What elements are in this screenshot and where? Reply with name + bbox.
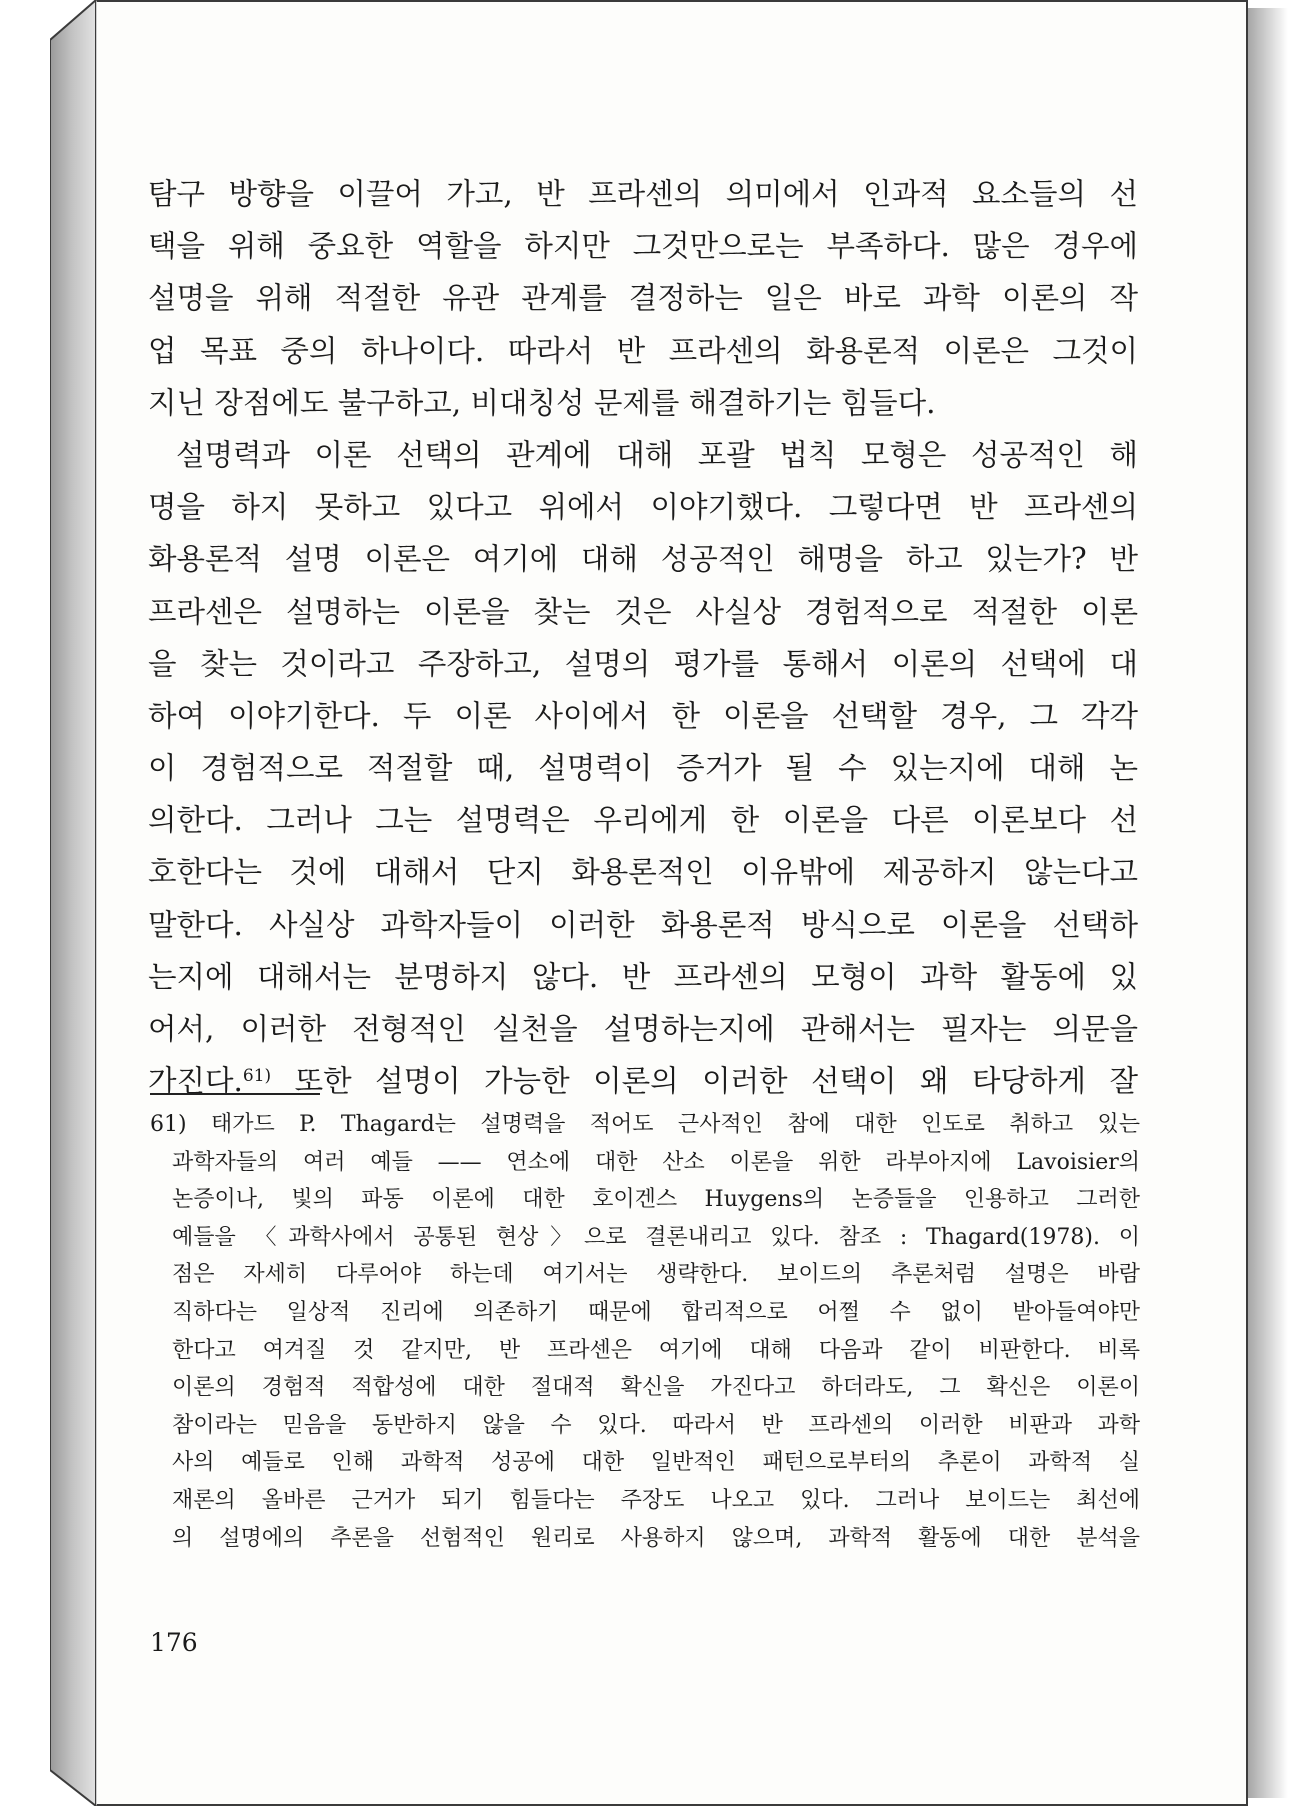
footnote-reference: 61): [242, 1066, 272, 1087]
body-text: [148, 168, 1138, 1107]
body-line: 는지에 대해서는 분명하지 않다. 반 프라센의 모형이 과학 활동에 있: [148, 959, 1138, 994]
footnote-line: 재론의 올바른 근거가 되기 힘들다는 주장도 나오고 있다. 그러나 보이드는 최선에: [172, 1487, 1140, 1513]
body-line: 탐구 방향을 이끌어 가고, 반 프라센의 의미에서 인과적 요소들의 선: [148, 177, 1138, 211]
footnote-line: 직하다는 일상적 진리에 의존하기 때문에 합리적으로 어쩔 수 없이 받아들여야만: [172, 1299, 1140, 1325]
body-line-start: 가진다.: [148, 1064, 243, 1099]
body-line: 화용론적 설명 이론은 여기에 대해 성공적인 해명을 하고 있는가? 반: [148, 542, 1138, 577]
body-line: 설명력과 이론 선택의 관계에 대해 포괄 법칙 모형은 성공적인 해: [176, 437, 1138, 472]
footnote-separator: [150, 1093, 320, 1095]
body-line: 설명을 위해 적절한 유관 관계를 결정하는 일은 바로 과학 이론의 작: [148, 281, 1138, 316]
footnotes: [150, 1106, 1140, 1557]
footnote-line: 61) 태가드 P. Thagard는 설명력을 적어도 근사적인 참에 대한 인도로 취하고 있는: [150, 1112, 1140, 1137]
body-line: 명을 하지 못하고 있다고 위에서 이야기했다. 그렇다면 반 프라센의: [148, 490, 1138, 525]
body-line: 호한다는 것에 대해서 단지 화용론적인 이유밖에 제공하지 않는다고: [148, 855, 1138, 890]
page-number: 176: [150, 1628, 198, 1657]
footnote-line: 이론의 경험적 적합성에 대한 절대적 확신을 가진다고 하더라도, 그 확신은 이론이: [172, 1375, 1140, 1401]
footnote-line: 논증이나, 빛의 파동 이론에 대한 호이겐스 Huygens의 논증들을 인용하고 그러한: [172, 1187, 1140, 1213]
footnote-line: 참이라는 믿음을 동반하지 않을 수 있다. 따라서 반 프라센의 이러한 비판과 과학: [172, 1412, 1140, 1438]
body-line: 업 목표 중의 하나이다. 따라서 반 프라센의 화용론적 이론은 그것이: [148, 333, 1138, 368]
footnote-line: 과학자들의 여러 예들 —— 연소에 대한 산소 이론을 위한 라부아지에 Lavoisier의: [172, 1149, 1140, 1175]
body-line-with-footnote-ref: [148, 1055, 1138, 1107]
footnote-line: 점은 자세히 다루어야 하는데 여기서는 생략한다. 보이드의 추론처럼 설명은 바람: [172, 1262, 1140, 1288]
footnote-line: 사의 예들로 인해 과학적 성공에 대한 일반적인 패턴으로부터의 추론이 과학적 실: [172, 1450, 1140, 1476]
body-line: 을 찾는 것이라고 주장하고, 설명의 평가를 통해서 이론의 선택에 대: [148, 646, 1138, 681]
footnote-line: 한다고 여겨질 것 같지만, 반 프라센은 여기에 대해 다음과 같이 비판한다. 비록: [172, 1337, 1140, 1363]
body-line: 프라센은 설명하는 이론을 찾는 것은 사실상 경험적으로 적절한 이론: [148, 594, 1138, 629]
body-line: 이 경험적으로 적절할 때, 설명력이 증거가 될 수 있는지에 대해 논: [148, 751, 1138, 786]
body-line-end: 또한 설명이 가능한 이론의 이러한 선택이 왜 타당하게 잘: [271, 1064, 1138, 1099]
body-line: 어서, 이러한 전형적인 실천을 설명하는지에 관해서는 필자는 의문을: [148, 1012, 1138, 1046]
page-shadow: [1248, 8, 1288, 1798]
footnote-line: 의 설명에의 추론을 선험적인 원리로 사용하지 않으며, 과학적 활동에 대한 분석을: [172, 1525, 1140, 1551]
body-line: 말한다. 사실상 과학자들이 이러한 화용론적 방식으로 이론을 선택하: [148, 907, 1138, 942]
body-line: 하여 이야기한다. 두 이론 사이에서 한 이론을 선택할 경우, 그 각각: [148, 698, 1138, 733]
body-line: 지닌 장점에도 불구하고, 비대칭성 문제를 해결하기는 힘들다.: [148, 385, 936, 420]
body-line: 의한다. 그러나 그는 설명력은 우리에게 한 이론을 다른 이론보다 선: [148, 803, 1138, 838]
footnote-line: 예들을 〈과학사에서 공통된 현상〉으로 결론내리고 있다. 참조 : Thagard(1978). 이: [172, 1224, 1140, 1250]
body-line: 택을 위해 중요한 역할을 하지만 그것만으로는 부족하다. 많은 경우에: [148, 229, 1138, 264]
